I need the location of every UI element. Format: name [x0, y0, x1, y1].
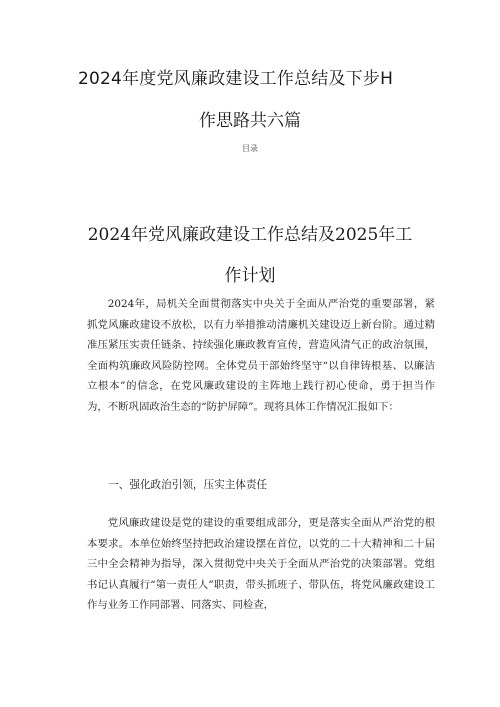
section-title-line-1: 2024年党风廉政建设工作总结及2025年工: [87, 225, 413, 245]
document-title-line-1: 2024年度党风廉政建设工作总结及下步H: [78, 69, 394, 89]
body-paragraph-1: 2024年，局机关全面贯彻落实中央关于全面从严治党的重要部署，紧抓党风廉政建设不放松，以有力举措推动清廉机关建设迈上新台阶。通过精准压紧压实责任链条、持续强化廉政教育宣传，营造风清气正的政治氛围，全面构筑廉政风险防控网。全体党员干部始终坚守“以自律铸根基、以廉洁立根本”的信念，在党风廉政建设的主阵地上践行初心使命，勇于担当作为，不断巩固政治生态的“防护屏障”。现将具体工作情况汇报如下：: [87, 298, 435, 413]
table-of-contents-label: 目录: [242, 144, 258, 153]
section-heading-1: 一、强化政治引领，压实主体责任: [108, 479, 268, 491]
body-paragraph-2: 党风廉政建设是党的建设的重要组成部分，更是落实全面从严治党的根本要求。本单位始终坚持把政治建设摆在首位，以党的二十大精神和二十届三中全会精神为指导，深入贯彻党中央关于全面从严治党的决策部署。党组书记认真履行“第一责任人”职责，带头抓班子、带队伍，将党风廉政建设工作与业务工作同部署、同落实、同检查，: [87, 517, 435, 611]
document-title-line-2: 作思路共六篇: [199, 111, 301, 131]
section-title-line-2: 作计划: [224, 266, 276, 286]
